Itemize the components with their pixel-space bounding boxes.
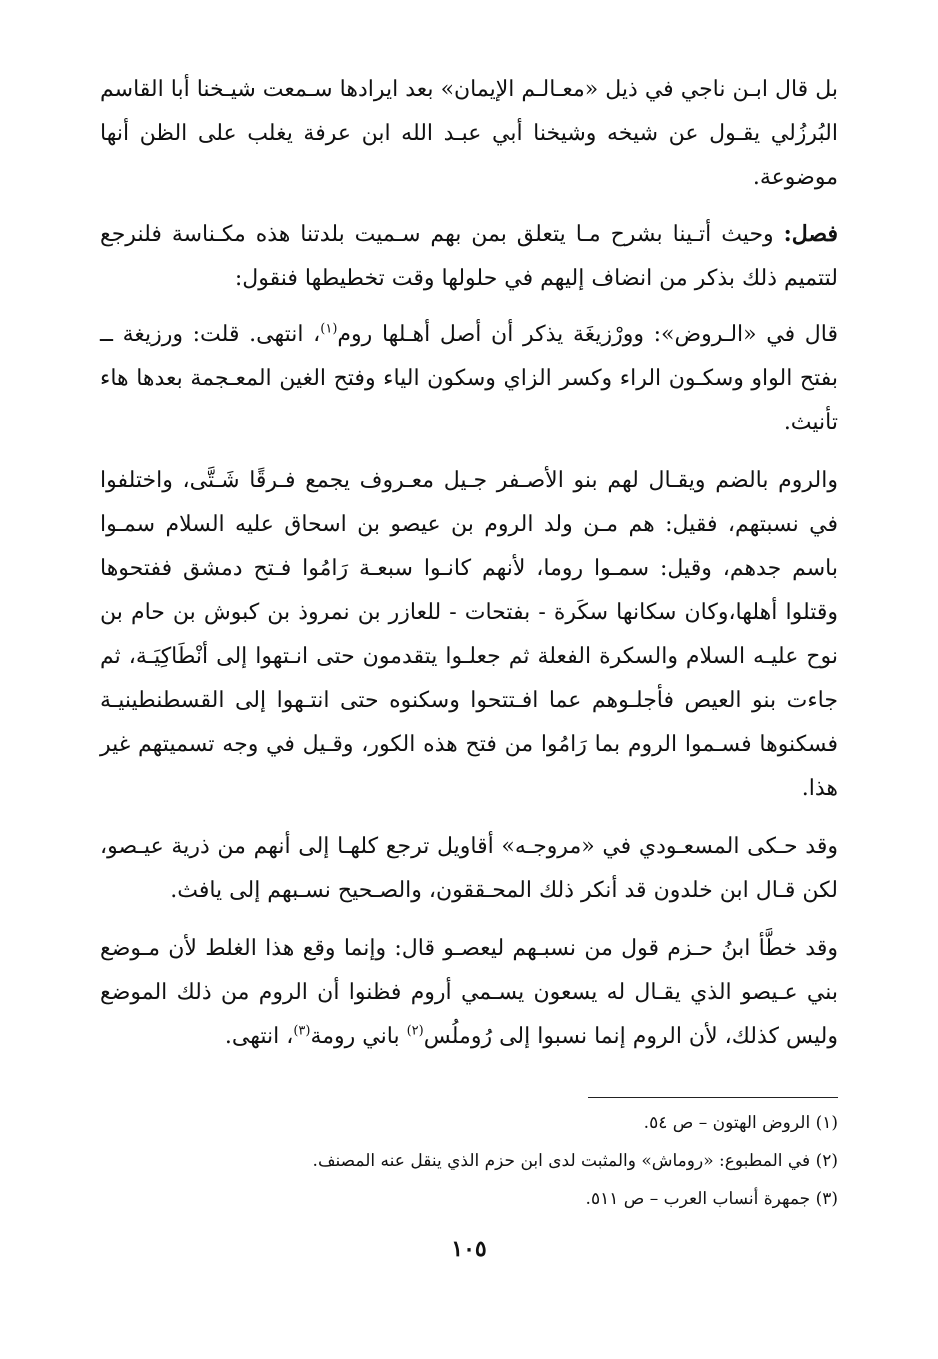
- footnote-2: (٢) في المطبوع: «روماش» والمثبت لدى ابن حزم الذي ينقل عنه المصنف.: [312, 1151, 838, 1171]
- paragraph-2-text: وحيث أتـينا بشرح مـا يتعلق بمن بهم سـميت بلدتنا هذه مكـناسة فلنرجع لتتميم ذلك بذكر من انضاف إليهم في حلولها وقت تخطيطها فنقول:: [100, 222, 838, 291]
- paragraph-6: [100, 927, 838, 1059]
- paragraph-5: [100, 825, 838, 913]
- footnote-3: (٣) جمهرة أنساب العرب – ص ٥١١.: [585, 1189, 838, 1209]
- footnote-ref-1: (١): [320, 321, 338, 337]
- paragraph-6-text-a: وقد خطَّأ ابنُ حـزم قول من نسبـهم ليعصـو قال: وإنما وقع هذا الغلط لأن مـوضع بني عـيصو الذي يقـال له يسعون يسـمي أروم فظنوا أن الروم من ذلك الموضع وليس كذلك، لأن الروم إنما نسبوا إلى رُوملُس: [100, 936, 838, 1049]
- paragraph-1: [100, 68, 838, 200]
- page-body: [100, 68, 838, 1071]
- section-lead: فصل:: [783, 221, 838, 247]
- page-number: ١٠٥: [451, 1236, 487, 1262]
- paragraph-3: [100, 313, 838, 445]
- paragraph-3-text-b: ، انتهى. قلت: ورزيغة ــ بفتح الواو وسكـون الراء وكسر الزاي وسكون الياء وفتح الغين المعـجمة بعدها هاء تأنيث.: [100, 322, 838, 435]
- paragraph-4: [100, 459, 838, 811]
- paragraph-2: [100, 212, 838, 301]
- footnotes: [100, 1104, 838, 1218]
- paragraph-4-text: والروم بالضم ويقـال لهم بنو الأصـفر جـيل معـروف يجمع فـرقًا شَـتَّى، واختلفوا في نسبتهم، فقيل: هم مـن ولد الروم بن عيصو بن اسحاق عليه السلام سمـوا باسم جدهم، وقيل: سمـوا روما، لأنهم كانـوا سبعـة رَامُوا فـتح دمشق ففتحوها وقتلوا أهلها،وكان سكانها سكَرة - بفتحات - للعازر بن نمروذ بن كبوش بن حام بن نوح عليـه السلام والسكرة الفعلة ثم جعلـوا يتقدمون حتى انـتهوا إلى أنْطَاكِيَـة، ثم جاءت بنو العيص فأجلـوهم عما افـتتحوا وسكنوه حتى انتـهوا إلى القسطنطينيـة فسكنوها فسـموا الروم بما رَامُوا من فتح هذه الكور، وقـيل في وجه تسميتهم غير هذا.: [100, 468, 838, 801]
- paragraph-1-text: بل قال ابـن ناجي في ذيل «معـالـم الإيمان» بعد ايرادها سـمعت شيـخنا أبا القاسم البُرزُلي يقـول عن شيخه وشيخنا أبي عبـد الله ابن عرفة يغلب على الظن أنها موضوعة.: [100, 77, 838, 190]
- footnote-1: (١) الروض الهتون – ص ٥٤.: [643, 1113, 838, 1133]
- footnote-ref-3: (٣): [293, 1023, 311, 1039]
- paragraph-6-text-b: باني رومة: [310, 1024, 407, 1049]
- paragraph-6-text-c: ، انتهى.: [224, 1024, 294, 1049]
- footnote-divider: [588, 1097, 838, 1098]
- paragraph-5-text: وقد حـكى المسعـودي في «مروجـه» أقاويل ترجع كلهـا إلى أنهم من ذرية عيـصو، لكن قـال ابن خلدون قد أنكر ذلك المحـققون، والصـحيح نسـبهم إلى يافث.: [100, 834, 838, 903]
- paragraph-3-text-a: قال في «الـروض»: وورْزيغَة يذكر أن أصل أهـلها روم: [337, 322, 838, 347]
- footnote-ref-2: (٢): [406, 1023, 424, 1039]
